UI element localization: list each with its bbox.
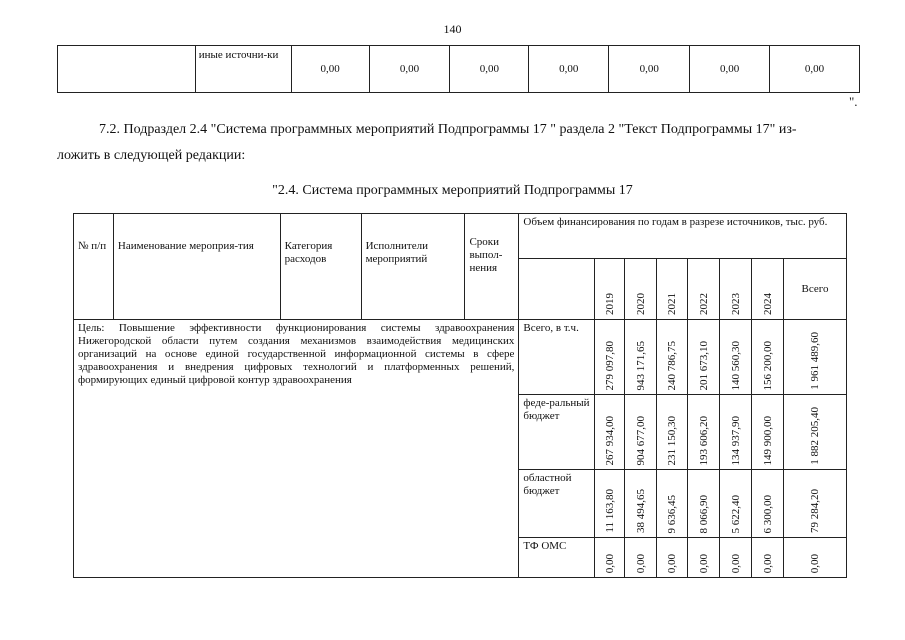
table-row <box>58 46 860 93</box>
table-row <box>74 320 847 395</box>
header-row <box>74 214 847 259</box>
source-label: Всего, в т.ч. <box>519 320 595 395</box>
year-header: 2022 <box>688 259 720 320</box>
empty-cell <box>519 259 595 320</box>
source-label: феде-ральный бюджет <box>519 395 595 470</box>
value-cell: 0,00 <box>450 46 529 93</box>
value-cell: 0,00 <box>291 46 369 93</box>
value-cell: 5 622,40 <box>720 470 752 538</box>
value-cell: 0,00 <box>783 538 846 578</box>
value-cell: 240 786,75 <box>657 320 688 395</box>
year-header: 2019 <box>595 259 625 320</box>
year-header: 2024 <box>752 259 784 320</box>
header-num: № п/п <box>74 214 114 320</box>
value-cell: 0,00 <box>720 538 752 578</box>
header-terms: Сроки выпол-нения <box>465 214 519 320</box>
value-cell: 904 677,00 <box>625 395 657 470</box>
continuation-table <box>57 45 860 93</box>
value-cell: 0,00 <box>688 538 720 578</box>
value-cell: 9 636,45 <box>657 470 688 538</box>
source-label: ТФ ОМС <box>519 538 595 578</box>
value-cell: 8 066,90 <box>688 470 720 538</box>
value-cell: 1 882 205,40 <box>783 395 846 470</box>
value-cell: 149 900,00 <box>752 395 784 470</box>
source-label: иные источни-ки <box>195 46 291 93</box>
empty-cell <box>58 46 196 93</box>
value-cell: 0,00 <box>529 46 609 93</box>
total-header: Всего <box>783 259 846 320</box>
header-executors: Исполнители мероприятий <box>361 214 465 320</box>
value-cell: 134 937,90 <box>720 395 752 470</box>
value-cell: 267 934,00 <box>595 395 625 470</box>
header-funding: Объем финансирования по годам в разрезе источников, тыс. руб. <box>519 214 847 259</box>
year-header: 2020 <box>625 259 657 320</box>
year-header: 2021 <box>657 259 688 320</box>
value-cell: 201 673,10 <box>688 320 720 395</box>
value-cell: 6 300,00 <box>752 470 784 538</box>
value-cell: 0,00 <box>609 46 690 93</box>
programme-table <box>73 213 847 578</box>
value-cell: 231 150,30 <box>657 395 688 470</box>
source-label: областной бюджет <box>519 470 595 538</box>
value-cell: 193 606,20 <box>688 395 720 470</box>
value-cell: 0,00 <box>690 46 770 93</box>
closing-quote: ". <box>849 94 858 109</box>
value-cell: 0,00 <box>770 46 860 93</box>
value-cell: 0,00 <box>595 538 625 578</box>
page-number: 140 <box>443 22 462 36</box>
header-name: Наименование мероприя-тия <box>113 214 280 320</box>
header-category: Категория расходов <box>280 214 361 320</box>
value-cell: 0,00 <box>369 46 450 93</box>
year-header: 2023 <box>720 259 752 320</box>
value-cell: 943 171,65 <box>625 320 657 395</box>
paragraph-line-1: 7.2. Подраздел 2.4 "Система программных мероприятий Подпрограммы 17 " раздела 2 "Текст Подпрограммы 17" из- <box>99 122 797 137</box>
value-cell: 11 163,80 <box>595 470 625 538</box>
goal-text: Цель: Повышение эффективности функционирования системы здравоохранения Нижегородской области путем создания механизмов взаимодействия медицинских организаций на основе единой государственной информационной системы в сфере здравоохранения и внедрения цифровых технологий и платформенных решений, формирующих единый цифровой контур здравоохранения <box>74 320 519 578</box>
value-cell: 0,00 <box>625 538 657 578</box>
paragraph-line-2: ложить в следующей редакции: <box>57 148 246 163</box>
value-cell: 140 560,30 <box>720 320 752 395</box>
value-cell: 279 097,80 <box>595 320 625 395</box>
value-cell: 0,00 <box>657 538 688 578</box>
value-cell: 79 284,20 <box>783 470 846 538</box>
value-cell: 1 961 489,60 <box>783 320 846 395</box>
value-cell: 156 200,00 <box>752 320 784 395</box>
value-cell: 0,00 <box>752 538 784 578</box>
value-cell: 38 494,65 <box>625 470 657 538</box>
section-title: "2.4. Система программных мероприятий Подпрограммы 17 <box>272 183 633 198</box>
